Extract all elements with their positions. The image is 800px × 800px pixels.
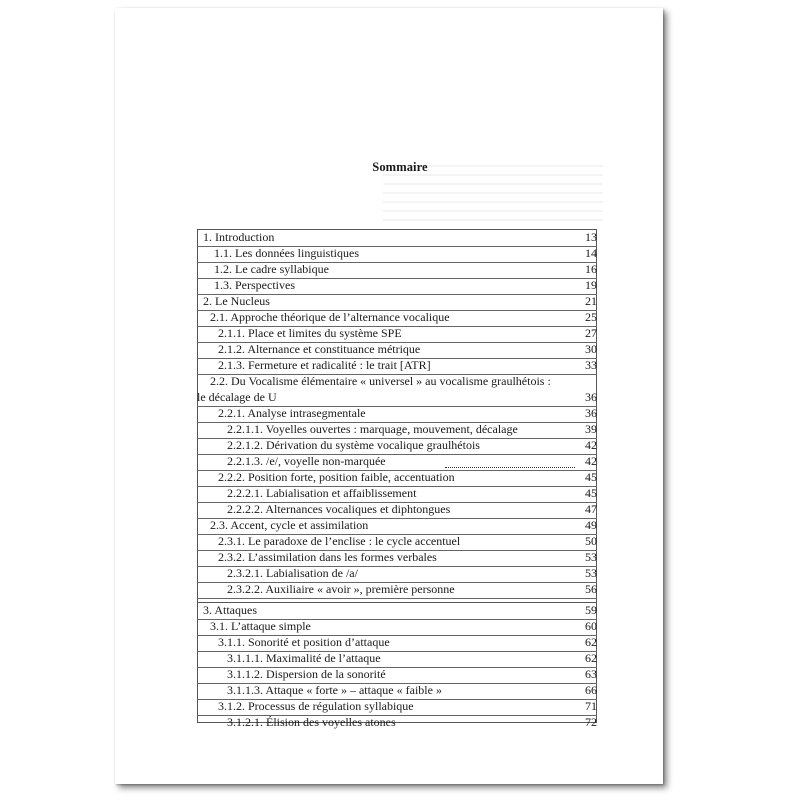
toc-entry[interactable] <box>197 263 597 279</box>
toc-entry[interactable] <box>197 487 597 503</box>
toc-page-number: 49 <box>585 518 597 532</box>
toc-entry-text: 2. Le Nucleus <box>203 294 270 308</box>
section-separator <box>197 602 597 603</box>
toc-entry[interactable] <box>197 604 597 620</box>
toc-leader-dots <box>445 466 575 468</box>
toc-entry-text: 1.3. Perspectives <box>214 278 295 292</box>
toc-entry-text: 2.1.2. Alternance et constituance métrique <box>218 342 421 356</box>
toc-entry[interactable] <box>197 668 597 684</box>
toc-entry-text: 2.1.3. Fermeture et radicalité : le trait [ATR] <box>218 358 431 372</box>
toc-page-number: 60 <box>585 619 597 633</box>
toc-entry-text: 2.3.2.1. Labialisation de /a/ <box>227 566 358 580</box>
toc-entry-text: 2.3.2. L’assimilation dans les formes verbales <box>218 550 437 564</box>
toc-page-number: 71 <box>585 699 597 713</box>
toc-page-number: 33 <box>585 358 597 372</box>
toc-entry-text: 2.2.1. Analyse intrasegmentale <box>218 406 366 420</box>
toc-page-number: 53 <box>585 550 597 564</box>
toc-entry[interactable] <box>197 231 597 247</box>
toc-entry-text: 2.3. Accent, cycle et assimilation <box>210 518 369 532</box>
toc-entry-text: 2.2.2.2. Alternances vocaliques et diphtongues <box>227 502 451 516</box>
toc-entry[interactable] <box>197 247 597 263</box>
toc-entry[interactable] <box>197 551 597 567</box>
toc-entry-text: 2.2.1.3. /e/, voyelle non-marquée <box>227 454 386 468</box>
toc-entry-text: 2.2.2.1. Labialisation et affaiblissement <box>227 486 417 500</box>
toc-page-number: 36 <box>585 390 597 404</box>
toc-page-number: 56 <box>585 582 597 596</box>
toc-page-number: 42 <box>585 454 597 468</box>
toc-entry[interactable] <box>197 311 597 327</box>
toc-entry-text: 3.1.1.3. Attaque « forte » – attaque « faible » <box>227 683 442 697</box>
toc-entry[interactable] <box>197 455 597 471</box>
toc-page-number: 53 <box>585 566 597 580</box>
toc-entry[interactable] <box>197 343 597 359</box>
toc-page-number: 42 <box>585 438 597 452</box>
toc-entry[interactable] <box>197 636 597 652</box>
toc-entry-text: 2.1.1. Place et limites du système SPE <box>218 326 402 340</box>
toc-entry[interactable] <box>197 519 597 535</box>
toc-entry-text: 2.3.2.2. Auxiliaire « avoir », première personne <box>227 582 455 596</box>
toc-entry[interactable] <box>197 583 597 599</box>
toc-page-number: 30 <box>585 342 597 356</box>
toc-page-number: 72 <box>585 715 597 729</box>
toc-entry[interactable] <box>197 700 597 716</box>
toc-entry-text: 3.1.1. Sonorité et position d’attaque <box>218 635 390 649</box>
toc-page-number: 14 <box>585 246 597 260</box>
toc-entry[interactable] <box>197 439 597 455</box>
toc-entry-text: 2.2. Du Vocalisme élémentaire « universel » au vocalisme graulhétois : <box>210 374 551 388</box>
toc-entry[interactable] <box>197 375 597 391</box>
toc-entry[interactable] <box>197 423 597 439</box>
toc-entry[interactable] <box>197 327 597 343</box>
toc-page-number: 59 <box>585 603 597 617</box>
toc-entry-text: 2.2.1.1. Voyelles ouvertes : marquage, mouvement, décalage <box>227 422 518 436</box>
toc-page-number: 50 <box>585 534 597 548</box>
toc-entry[interactable] <box>197 359 597 375</box>
toc-entry[interactable] <box>197 535 597 551</box>
toc-entry[interactable] <box>197 503 597 519</box>
toc-page-number: 45 <box>585 470 597 484</box>
toc-page-number: 25 <box>585 310 597 324</box>
toc-page-number: 47 <box>585 502 597 516</box>
toc-entry-text: 2.2.2. Position forte, position faible, accentuation <box>218 470 455 484</box>
toc-page-number: 36 <box>585 406 597 420</box>
toc-page-number: 21 <box>585 294 597 308</box>
toc-entry-text: 3.1.2.1. Élision des voyelles atones <box>227 715 396 729</box>
toc-entry[interactable] <box>197 716 597 732</box>
toc-page-number: 62 <box>585 651 597 665</box>
toc-page-number: 39 <box>585 422 597 436</box>
toc-entry-text: 1. Introduction <box>203 230 275 244</box>
toc-entry[interactable] <box>197 620 597 636</box>
toc-page-number: 16 <box>585 262 597 276</box>
toc-entry-text: 3.1. L’attaque simple <box>210 619 311 633</box>
toc-entry-text: 1.1. Les données linguistiques <box>214 246 359 260</box>
toc-entry[interactable] <box>197 279 597 295</box>
table-of-contents <box>197 229 597 729</box>
toc-page-number: 66 <box>585 683 597 697</box>
toc-entry[interactable] <box>197 684 597 700</box>
toc-entry-text: 3. Attaques <box>203 603 257 617</box>
toc-entry[interactable] <box>197 471 597 487</box>
toc-page-number: 13 <box>585 230 597 244</box>
toc-page-number: 19 <box>585 278 597 292</box>
toc-page-number: 27 <box>585 326 597 340</box>
toc-entry[interactable] <box>197 295 597 311</box>
toc-entry-text: 3.1.2. Processus de régulation syllabique <box>218 699 414 713</box>
toc-entry[interactable] <box>197 652 597 668</box>
toc-entry[interactable] <box>197 567 597 583</box>
toc-entry[interactable] <box>197 391 597 407</box>
toc-entry-text: le décalage de U <box>197 390 277 404</box>
toc-page-number: 63 <box>585 667 597 681</box>
toc-entry-text: 2.3.1. Le paradoxe de l’enclise : le cycle accentuel <box>218 534 461 548</box>
toc-entry-text: 3.1.1.2. Dispersion de la sonorité <box>227 667 386 681</box>
page-title: Sommaire <box>372 160 428 174</box>
toc-entry-text: 2.2.1.2. Dérivation du système vocalique graulhétois <box>227 438 480 452</box>
toc-entry-text: 3.1.1.1. Maximalité de l’attaque <box>227 651 381 665</box>
toc-entry-text: 2.1. Approche théorique de l’alternance vocalique <box>210 310 450 324</box>
toc-entry[interactable] <box>197 407 597 423</box>
toc-page-number: 62 <box>585 635 597 649</box>
toc-entry-text: 1.2. Le cadre syllabique <box>214 262 329 276</box>
toc-page-number: 45 <box>585 486 597 500</box>
